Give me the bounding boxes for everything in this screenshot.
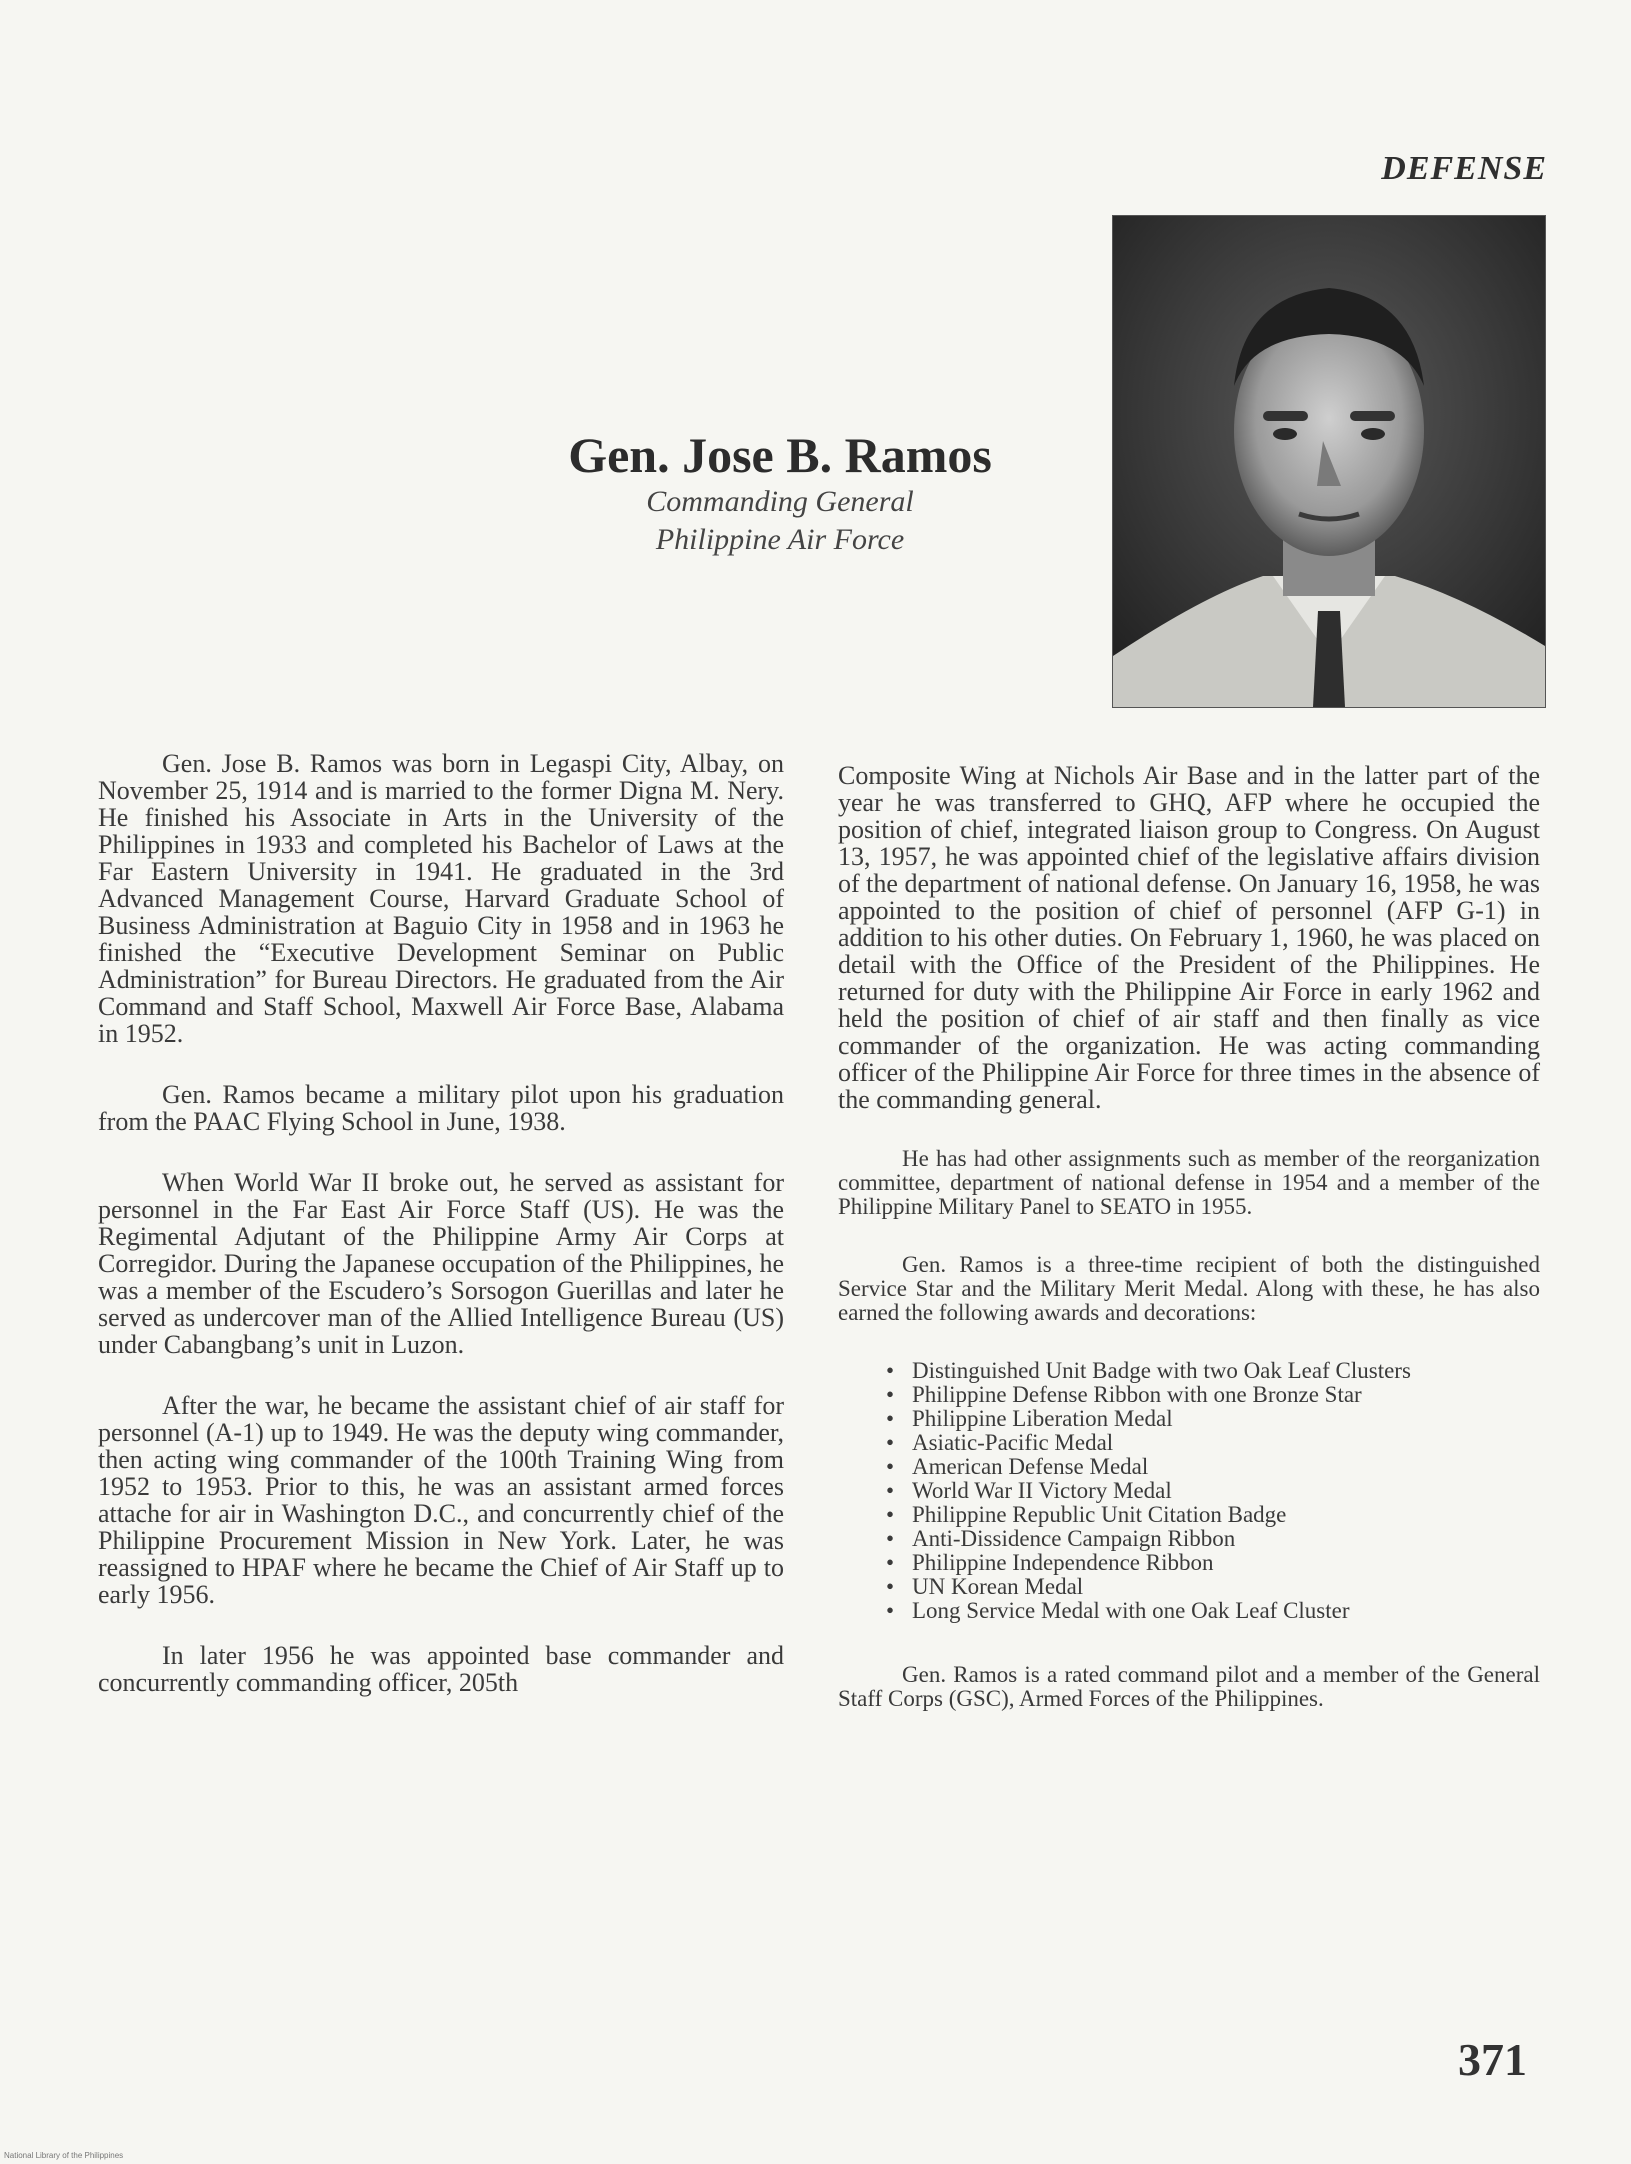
footer-credit: National Library of the Philippines	[4, 2151, 124, 2160]
award-label: Philippine Independence Ribbon	[912, 1550, 1214, 1575]
paragraph: Composite Wing at Nichols Air Base and in the latter part of the year he was transferred to GHQ, AFP where he occupied the position of chief, integrated liaison group to Congress. On August 13, 1957, he was appointed chief of the legislative affairs division of the department of national defense. On January 16, 1958, he was appointed to the position of chief of personnel (AFP G-1) in addition to his other duties. On February 1, 1960, he was placed on detail with the Office of the President of the Philippines. He returned for duty with the Philippine Air Force in early 1962 and held the position of chief of air staff and then finally as vice commander of the organization. He was acting commanding officer of the Philippine Air Force for three times in the absence of the commanding general.	[838, 761, 1540, 1114]
award-label: UN Korean Medal	[912, 1574, 1084, 1599]
awards-list	[886, 1359, 1540, 1623]
portrait-photo	[1112, 215, 1546, 708]
title-line-1: Commanding General	[646, 485, 914, 518]
list-item	[886, 1383, 1540, 1407]
paragraph: In later 1956 he was appointed base commander and concurrently commanding officer, 205th	[98, 1641, 784, 1697]
paragraph: Gen. Ramos is a rated command pilot and a member of the General Staff Corps (GSC), Armed Forces of the Philippines.	[838, 1662, 1540, 1711]
paragraph: Gen. Ramos is a three-time recipient of both the distinguished Service Star and the Military Merit Medal. Along with these, he has also earned the following awards and decorations:	[838, 1252, 1540, 1325]
list-item	[886, 1503, 1540, 1527]
bullet-icon: •	[886, 1406, 895, 1431]
bullet-icon: •	[886, 1502, 895, 1527]
award-label: Philippine Defense Ribbon with one Bronze Star	[912, 1382, 1362, 1407]
bullet-icon: •	[886, 1574, 895, 1599]
page-number: 371	[1458, 2034, 1527, 2085]
award-label: World War II Victory Medal	[912, 1478, 1172, 1503]
bullet-icon: •	[886, 1598, 895, 1623]
section-heading: DEFENSE	[1381, 150, 1547, 187]
paragraph: Gen. Jose B. Ramos was born in Legaspi City, Albay, on November 25, 1914 and is married to the former Digna M. Nery. He finished his Associate in Arts in the University of the Philippines in 1933 and completed his Bachelor of Laws at the Far Eastern University in 1941. He graduated in the 3rd Advanced Management Course, Harvard Graduate School of Business Administration at Baguio City in 1958 and in 1963 he finished the “Executive Development Seminar on Public Administration” for Bureau Directors. He graduated from the Air Command and Staff School, Maxwell Air Force Base, Alabama in 1952.	[98, 749, 784, 1048]
bullet-icon: •	[886, 1550, 895, 1575]
award-label: Asiatic-Pacific Medal	[912, 1430, 1114, 1455]
bullet-icon: •	[886, 1358, 895, 1383]
bullet-icon: •	[886, 1382, 895, 1407]
left-column	[98, 750, 784, 1730]
paragraph: Gen. Ramos became a military pilot upon his graduation from the PAAC Flying School in June, 1938.	[98, 1080, 784, 1136]
award-label: American Defense Medal	[912, 1454, 1149, 1479]
paragraph: After the war, he became the assistant chief of air staff for personnel (A-1) up to 1949. He was the deputy wing commander, then acting wing commander of the 100th Training Wing from 1952 to 1953. Prior to this, he was an assistant armed forces attache for air in Washington D.C., and concurrently chief of the Philippine Procurement Mission in New York. Later, he was reassigned to HPAF where he became the Chief of Air Staff up to early 1956.	[98, 1391, 784, 1609]
title-block	[520, 428, 1040, 558]
award-label: Philippine Liberation Medal	[912, 1406, 1173, 1431]
award-label: Long Service Medal with one Oak Leaf Cluster	[912, 1598, 1350, 1623]
list-item	[886, 1479, 1540, 1503]
list-item	[886, 1599, 1540, 1623]
person-name: Gen. Jose B. Ramos	[568, 427, 992, 483]
list-item	[886, 1455, 1540, 1479]
award-label: Distinguished Unit Badge with two Oak Leaf Clusters	[912, 1358, 1411, 1383]
paragraph: He has had other assignments such as member of the reorganization committee, department of national defense in 1954 and a member of the Philippine Military Panel to SEATO in 1955.	[838, 1146, 1540, 1219]
list-item	[886, 1359, 1540, 1383]
bullet-icon: •	[886, 1478, 895, 1503]
bullet-icon: •	[886, 1526, 895, 1551]
award-label: Philippine Republic Unit Citation Badge	[912, 1502, 1287, 1527]
right-column	[838, 762, 1540, 1745]
award-label: Anti-Dissidence Campaign Ribbon	[912, 1526, 1236, 1551]
bullet-icon: •	[886, 1430, 895, 1455]
paragraph: When World War II broke out, he served as assistant for personnel in the Far East Air Force Staff (US). He was the Regimental Adjutant of the Philippine Army Air Corps at Corregidor. During the Japanese occupation of the Philippines, he was a member of the Escudero’s Sorsogon Guerillas and later he served as undercover man of the Allied Intelligence Bureau (US) under Cabangbang’s unit in Luzon.	[98, 1168, 784, 1359]
list-item	[886, 1551, 1540, 1575]
list-item	[886, 1575, 1540, 1599]
list-item	[886, 1527, 1540, 1551]
title-line-2: Philippine Air Force	[655, 522, 905, 556]
list-item	[886, 1407, 1540, 1431]
list-item	[886, 1431, 1540, 1455]
bullet-icon: •	[886, 1454, 895, 1479]
